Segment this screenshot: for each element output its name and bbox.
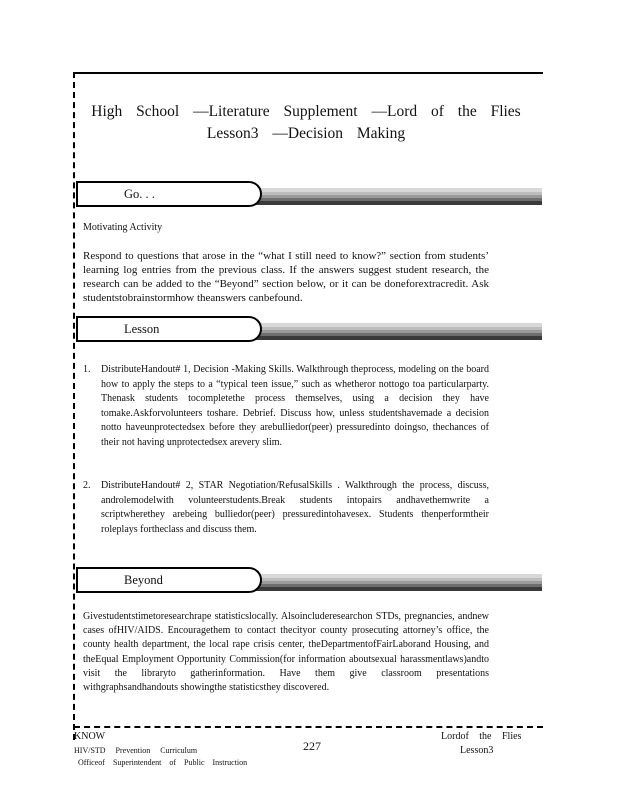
go-paragraph: Respond to questions that arose in the “what I still need to know?” section from students’ learning log entries from the previous class. If the answers suggest student research, the research can be added to the “Beyond” section below, or it can be doneforextracredit. Ask studentstobrainstormhow theanswers canbefound. xyxy=(83,250,489,304)
section-tab-go: Go. . . xyxy=(76,181,262,207)
list-item-text: DistributeHandout# 1, Decision -Making Skills. Walkthrough theprocess, modeling on the board how to apply the steps to a “typical teen issue,” such as whetheror nottogo toa particularparty. Thenask students tocompletethe process themselves, using a decision they have tomake.Askforvolunteers toshare. Debrief. Discuss how, unless studentshavemade a decision notto haveunprotectedsex before they arebulliedor(peer) pressuredinto doingso, thechances of their not having unprotectedsex arevery slim. xyxy=(101,364,489,448)
list-item-text: DistributeHandout# 2, STAR Negotiation/RefusalSkills . Walkthrough the process, discuss, androlemodelwith volunteerstudents.Break students intopairs andhavethemwrite a scriptwherethey arebeing bulliedor(peer) pressuredintohavesex. Students thenperformtheir roleplays fortheclass and discuss them. xyxy=(101,480,489,535)
page-title xyxy=(76,101,536,145)
section-bar-go xyxy=(76,181,542,207)
list-number: 1. xyxy=(83,364,91,375)
section-stripe xyxy=(214,318,542,340)
top-rule xyxy=(74,72,543,74)
section-stripe xyxy=(214,183,542,205)
section-tab-beyond: Beyond xyxy=(76,567,262,593)
list-item-2 xyxy=(83,479,489,537)
footer-lesson: Lesson3 xyxy=(460,745,494,756)
beyond-paragraph: Givestudentstimetoresearchrape statisticslocally. Alsoincluderesearchon STDs, pregnancies, andnew cases ofHIV/AIDS. Encouragethem to contact thecityor county prosecuting attorney’s office, the county health department, the local rape crisis center, theDepartmentofFairLaborand Housing, and theEqual Employment Opportunity Commission(for information aboutsexual harassmentlaws)andto visit the libraryto gatherinformation. Have them give classroom presentations withgraphsandhandouts showingthe statisticsthey discovered. xyxy=(83,611,489,694)
section-tab-lesson: Lesson xyxy=(76,316,262,342)
list-item-1 xyxy=(83,363,489,450)
footer-book-title: Lordof the Flies xyxy=(441,731,522,742)
section-bar-beyond xyxy=(76,567,542,593)
title-line-1: High School —Literature Supplement —Lord of the Flies xyxy=(91,103,521,120)
title-line-2: Lesson3 —Decision Making xyxy=(206,125,406,142)
footer-office: Officeof Superintendent of Public Instruction xyxy=(78,758,248,767)
section-stripe xyxy=(214,569,542,591)
footer-curriculum: HIV/STD Prevention Curriculum xyxy=(74,746,198,755)
section-bar-lesson xyxy=(76,316,542,342)
left-dashed-border xyxy=(73,72,75,740)
page-number: 227 xyxy=(303,739,321,753)
footer-know: KNOW xyxy=(74,731,106,742)
list-number: 2. xyxy=(83,480,91,491)
motivating-activity-heading: Motivating Activity xyxy=(83,222,163,233)
bottom-dashed-rule xyxy=(74,726,543,728)
